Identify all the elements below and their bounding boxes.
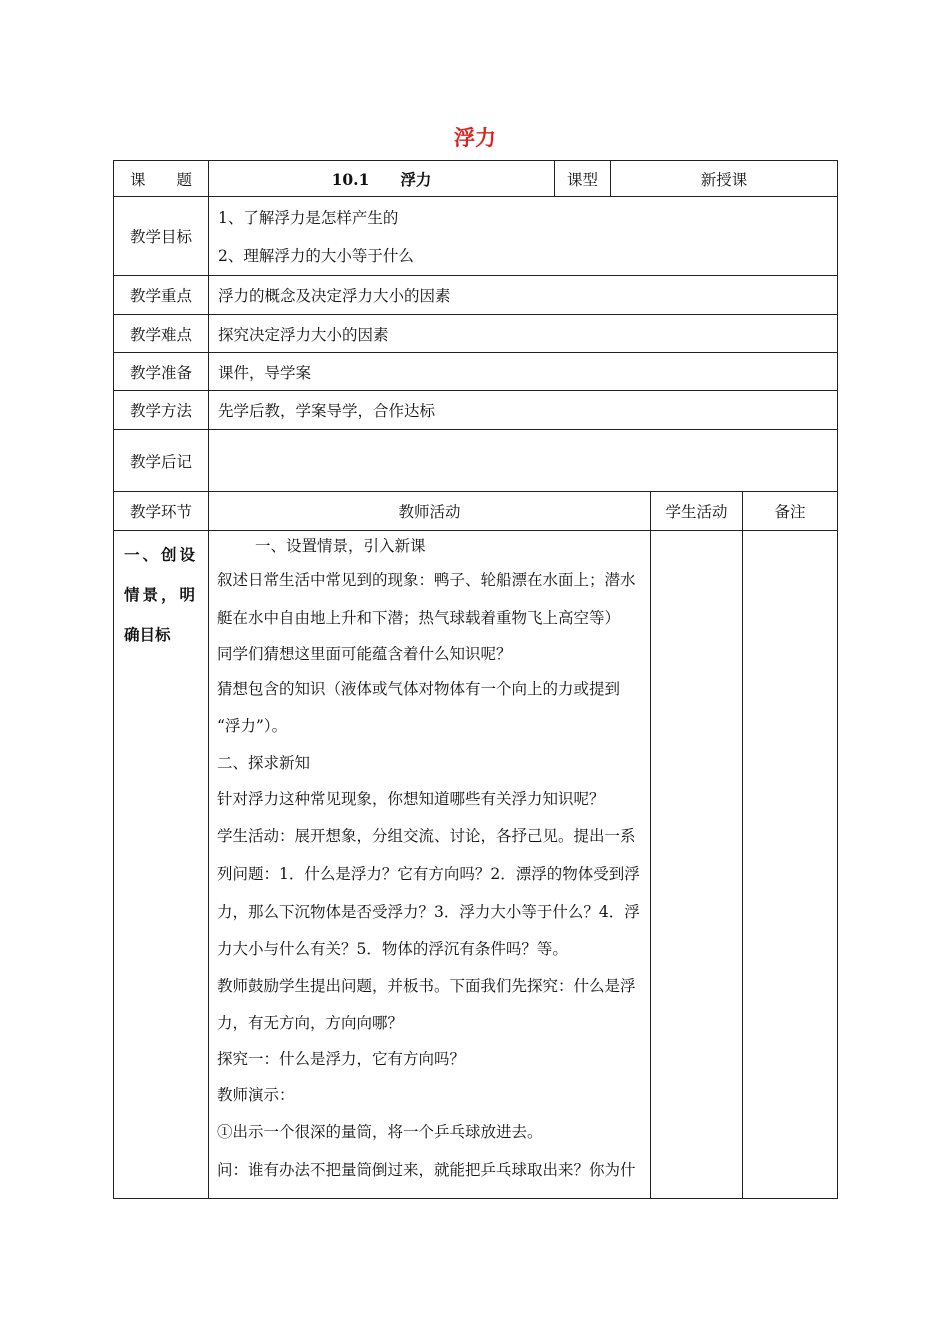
method-value: 先学后教，学案导学，合作达标 [209, 391, 838, 430]
teacher-line: 艇在水中自由地上升和下潜；热气球载着重物飞上高空等） [217, 609, 621, 627]
type-label: 课型 [555, 161, 611, 197]
goals-row [114, 197, 838, 276]
teacher-line: 力，那么下沉物体是否受浮力？3．浮力大小等于什么？4．浮 [217, 903, 640, 921]
preparation-value: 课件，导学案 [209, 353, 838, 391]
notes-label: 教学后记 [114, 430, 209, 492]
stage1-remark [743, 531, 838, 1199]
method-row [114, 391, 838, 430]
teacher-line: 教师鼓励学生提出问题，并板书。下面我们先探究：什么是浮 [217, 977, 636, 995]
teacher-line: 同学们猜想这里面可能蕴含着什么知识呢？ [217, 645, 512, 663]
difficulties-row [114, 315, 838, 353]
teacher-line: 力大小与什么有关？5．物体的浮沉有条件吗？等。 [217, 940, 568, 958]
teacher-line: 学生活动：展开想象，分组交流、讨论，各抒己见。提出一系 [217, 827, 636, 845]
teacher-line: 叙述日常生活中常见到的现象：鸭子、轮船漂在水面上；潜水 [217, 571, 636, 589]
teacher-line: 探究一：什么是浮力，它有方向吗？ [217, 1050, 466, 1068]
notes-row [114, 430, 838, 492]
method-label: 教学方法 [114, 391, 209, 430]
teacher-line: 猜想包含的知识（液体或气体对物体有一个向上的力或提到 [217, 680, 621, 698]
difficulties-label: 教学难点 [114, 315, 209, 353]
lesson-plan-table [113, 160, 838, 1199]
preparation-row [114, 353, 838, 391]
stage1-label-line: 一、创设 [124, 545, 199, 564]
goal-item: 2、理解浮力的大小等于什么 [218, 247, 414, 265]
teacher-line: “浮力”）。 [217, 717, 288, 735]
topic-value: 10.1 浮力 [209, 161, 555, 197]
notes-value [209, 430, 838, 492]
stage-header: 教学环节 [114, 492, 209, 531]
key-points-label: 教学重点 [114, 276, 209, 315]
remark-header: 备注 [743, 492, 838, 531]
teacher-line: 针对浮力这种常见现象，你想知道哪些有关浮力知识呢？ [217, 790, 605, 808]
stage1-label [114, 531, 209, 1199]
stage1-teacher-activity [209, 531, 651, 1199]
type-value: 新授课 [611, 161, 838, 197]
stage1-label-line: 情景，明 [124, 585, 199, 604]
teacher-line: ①出示一个很深的量筒，将一个乒乓球放进去。 [217, 1123, 543, 1141]
difficulties-value: 探究决定浮力大小的因素 [209, 315, 838, 353]
key-points-value: 浮力的概念及决定浮力大小的因素 [209, 276, 838, 315]
header-row [114, 161, 838, 197]
teacher-line: 二、探求新知 [217, 754, 311, 772]
stage1-student-activity [651, 531, 743, 1199]
page-title: 浮力 [454, 126, 496, 150]
stage1-label-line: 确目标 [124, 625, 171, 644]
activity-header-row [114, 492, 838, 531]
teacher-line: 力，有无方向，方向向哪？ [217, 1014, 404, 1032]
teacher-line: 教师演示： [217, 1086, 295, 1104]
teacher-line: 列问题：1．什么是浮力？它有方向吗？2．漂浮的物体受到浮 [217, 865, 640, 883]
teacher-line: 问：谁有办法不把量筒倒过来，就能把乒乓球取出来？你为什 [217, 1161, 636, 1179]
goal-item: 1、了解浮力是怎样产生的 [218, 209, 399, 227]
goals-label: 教学目标 [114, 197, 209, 276]
teacher-line: 一、设置情景，引入新课 [255, 537, 426, 555]
key-points-row [114, 276, 838, 315]
stage1-row [114, 531, 838, 1199]
student-header: 学生活动 [651, 492, 743, 531]
preparation-label: 教学准备 [114, 353, 209, 391]
topic-label: 课 题 [114, 161, 209, 197]
goals-content [209, 197, 838, 276]
teacher-header: 教师活动 [209, 492, 651, 531]
